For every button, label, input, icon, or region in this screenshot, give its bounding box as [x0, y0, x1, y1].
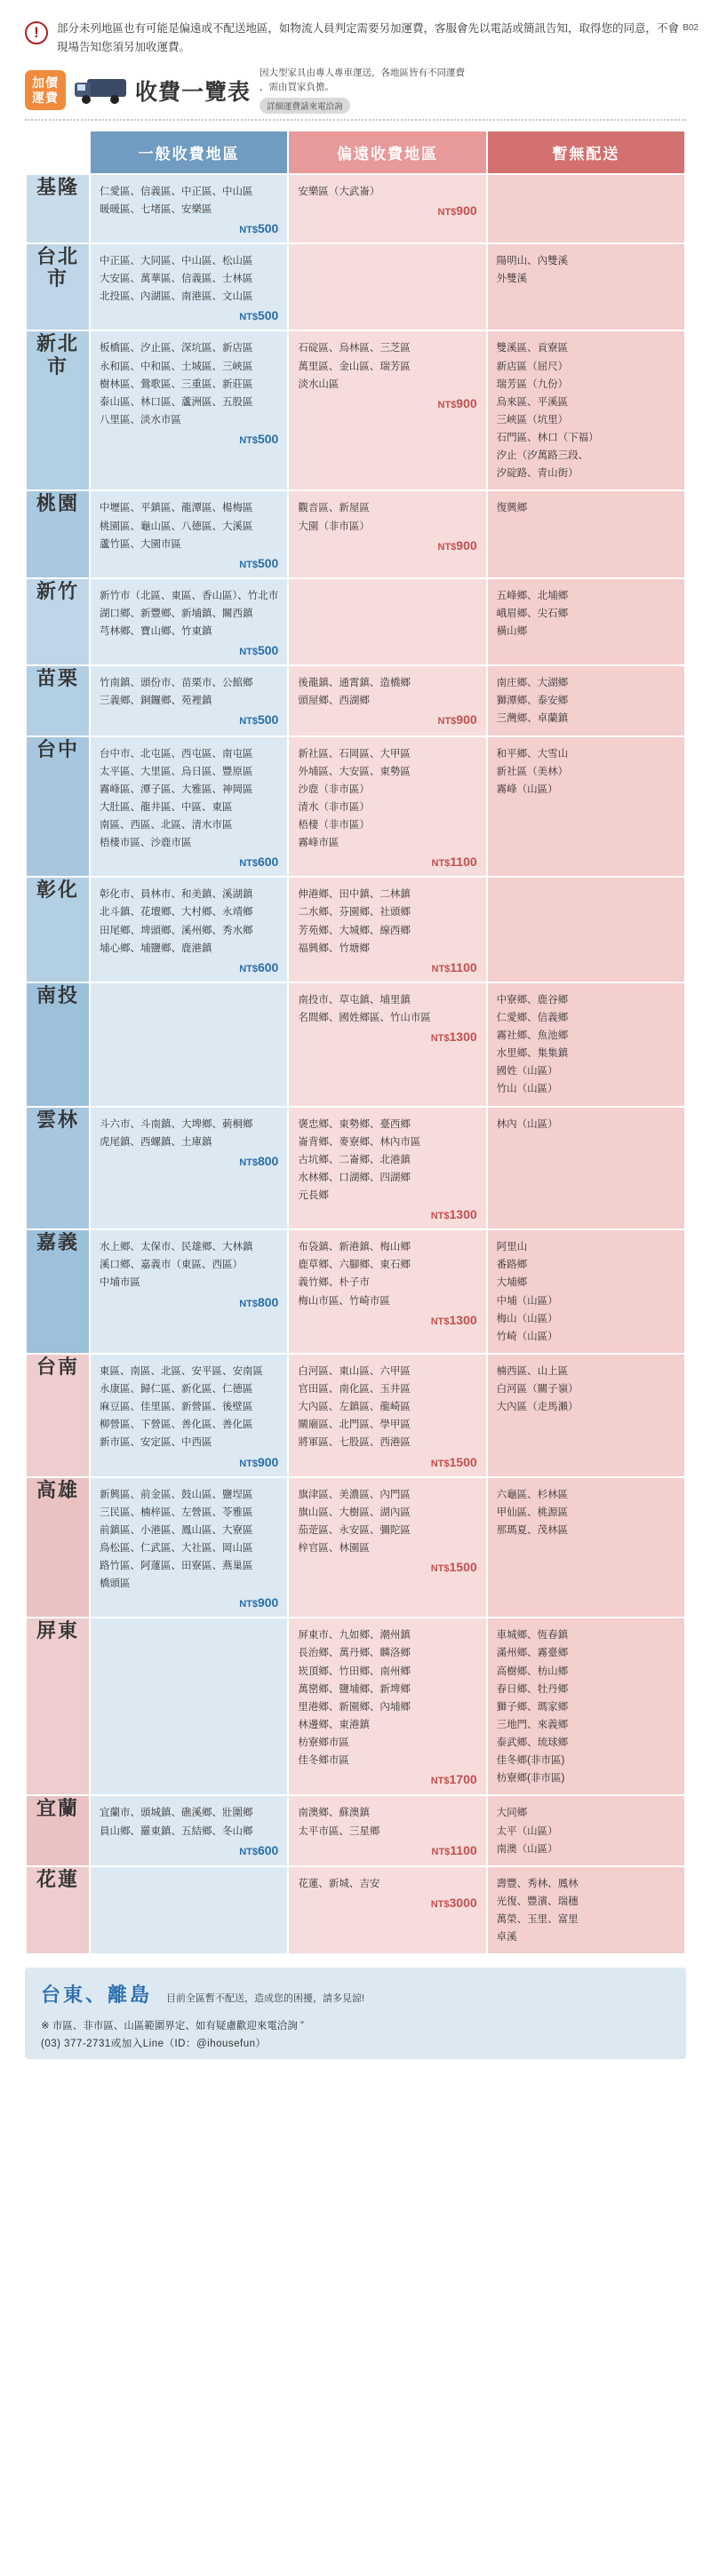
normal-area-cell	[90, 330, 288, 490]
remote-area-cell	[288, 982, 486, 1107]
normal-area-cell-price: NT$900	[239, 1454, 279, 1469]
remote-area-cell-price: NT$1100	[431, 1842, 477, 1857]
footer-inquiry-note: ※ 市區、非市區、山區範圍界定、如有疑慮歡迎來電洽詢 ”	[41, 2021, 304, 2032]
footer-contact: (03) 377-2731或加入Line（ID：@ihousefun）	[41, 2038, 267, 2049]
region-label: 台南	[26, 1354, 90, 1477]
no-delivery-cell	[487, 1229, 685, 1354]
remote-area-cell-areas: 新社區、石岡區、大甲區 外埔區、大安區、東勢區 沙鹿（非市區） 清水（非市區） 梧棲（非市區） 霧峰市區	[298, 748, 411, 849]
table-row	[26, 1618, 685, 1795]
remote-area-cell	[288, 1795, 486, 1865]
no-delivery-cell	[487, 665, 685, 735]
no-delivery-cell-areas: 車城鄉、恆春鎮 滿州鄉、霧臺鄉 高樹鄉、枋山鄉 春日鄉、牡丹鄉 獅子鄉、瑪家鄉 三地門、來義鄉 泰武鄉、琉球鄉 佳冬鄉(非市區) 枋寮鄉(非市區)	[496, 1630, 569, 1785]
normal-area-cell-price: NT$600	[239, 855, 279, 870]
remote-area-cell	[288, 1107, 486, 1230]
remote-area-cell-price: NT$3000	[430, 1895, 477, 1910]
region-label: 嘉義	[26, 1229, 90, 1354]
table-row	[26, 1477, 685, 1618]
table-row	[26, 1795, 685, 1865]
remote-area-cell-price: NT$1100	[431, 959, 477, 974]
region-label: 雲林	[26, 1107, 90, 1230]
no-delivery-cell	[487, 578, 685, 665]
normal-area-cell-areas: 宜蘭市、頭城鎮、礁溪鄉、壯圍鄉 員山鄉、羅東鎮、五結鄉、冬山鄉	[100, 1808, 253, 1837]
remote-area-cell	[288, 330, 486, 490]
table-row	[26, 982, 685, 1107]
surcharge-badge: 加價 運費	[25, 70, 66, 109]
no-delivery-cell	[487, 174, 685, 243]
region-label: 彰化	[26, 877, 90, 982]
table-row	[26, 174, 685, 243]
header-remote-area: 偏遠收費地區	[288, 131, 486, 174]
header-normal-area: 一般收費地區	[90, 131, 288, 174]
region-label: 南投	[26, 982, 90, 1107]
no-delivery-cell	[487, 490, 685, 577]
remote-area-cell-areas: 石碇區、烏林區、三芝區 萬里區、金山區、瑞芳區 淡水山區	[298, 343, 411, 390]
normal-area-cell-areas: 新竹市（北區、東區、香山區）、竹北市 湖口鄉、新豐鄉、新埔鎮、關西鎮 芎林鄉、寶山鄉、竹東鎮	[100, 590, 279, 637]
remote-area-cell	[288, 1477, 486, 1618]
normal-area-cell-price: NT$500	[239, 712, 279, 727]
remote-area-cell-areas: 布袋鎮、新港鎮、梅山鄉 鹿草鄉、六腳鄉、東石鄉 義竹鄉、朴子市 梅山市區、竹崎市區	[298, 1242, 411, 1307]
remote-area-cell-areas: 旗津區、美濃區、內門區 旗山區、大樹區、湖內區 茄萣區、永安區、彌陀區 梓官區、林園區	[298, 1489, 411, 1554]
remote-area-cell-areas: 南澳鄉、蘇澳鎮 太平市區、三星鄉	[298, 1808, 380, 1837]
notice-banner	[25, 20, 686, 56]
remote-area-cell-areas: 觀音區、新屋區 大園（非市區）	[298, 503, 370, 532]
normal-area-cell-areas: 中正區、大同區、中山區、松山區 大安區、萬華區、信義區、士林區 北投區、內湖區、南港區、文山區	[100, 256, 253, 303]
normal-area-cell-price: NT$800	[239, 1294, 279, 1309]
no-delivery-cell-areas: 復興鄉	[496, 503, 528, 514]
region-label: 苗栗	[26, 665, 90, 735]
table-row	[26, 665, 685, 735]
normal-area-cell	[90, 1229, 288, 1354]
remote-area-cell-price: NT$1500	[430, 1560, 477, 1574]
remote-area-cell-areas: 屏東市、九如鄉、潮州鎮 長治鄉、萬丹鄉、麟洛鄉 崁頂鄉、竹田鄉、南州鄉 萬巒鄉、鹽埔鄉、新埤鄉 里港鄉、新園鄉、內埔鄉 林邊鄉、東港鎮 枋寮鄉市區 佳冬鄉市區	[298, 1630, 411, 1767]
table-row	[26, 1107, 685, 1230]
normal-area-cell-areas: 東區、南區、北區、安平區、安南區 永康區、歸仁區、新化區、仁德區 麻豆區、佳里區、新營區、後壁區 柳營區、下營區、善化區、善化區 新市區、安定區、中西區	[100, 1365, 263, 1449]
footer-box	[25, 1968, 686, 2059]
normal-area-cell-areas: 台中市、北屯區、西屯區、南屯區 太平區、大里區、烏日區、豐原區 霧峰區、潭子區、大雅區、神岡區 大肚區、龍井區、中區、東區 南區、西區、北區、清水市區 梧棲市區、沙鹿市區	[100, 748, 253, 849]
normal-area-cell	[90, 490, 288, 577]
normal-area-cell	[90, 1866, 288, 1955]
region-label: 台中	[26, 736, 90, 878]
region-label: 桃園	[26, 490, 90, 577]
remote-area-cell	[288, 490, 486, 577]
banner-title: 收費一覽表	[135, 79, 252, 105]
remote-area-cell-areas: 後龍鎮、通霄鎮、造橋鄉 頭屋鄉、西湖鄉	[298, 678, 411, 707]
no-delivery-cell-areas: 雙溪區、貢寮區 新店區（屈尺） 瑞芳區（九份） 烏來區、平溪區 三峽區（坑里） 石門區、林口（下福） 汐止（汐萬路三段、 汐碇路、青山街）	[496, 343, 599, 480]
normal-area-cell	[90, 1477, 288, 1618]
normal-area-cell	[90, 877, 288, 982]
remote-area-cell-price: NT$1500	[430, 1454, 477, 1469]
normal-area-cell-areas: 板橋區、汐止區、深坑區、新店區 永和區、中和區、土城區、三峽區 樹林區、鶯歌區、三重區、新莊區 泰山區、林口區、蘆洲區、五股區 八里區、淡水市區	[100, 343, 253, 425]
fee-table-page	[0, 20, 711, 2077]
normal-area-cell-price: NT$500	[239, 555, 279, 570]
normal-area-cell-areas: 仁愛區、信義區、中正區、中山區 暖暖區、七堵區、安樂區	[100, 186, 253, 215]
no-delivery-cell-areas: 大同鄉 太平（山區） 南澳（山區）	[496, 1808, 558, 1855]
remote-area-cell	[288, 665, 486, 735]
no-delivery-cell	[487, 1107, 685, 1230]
no-delivery-cell-areas: 五峰鄉、北埔鄉 峨眉鄉、尖石鄉 橫山鄉	[496, 590, 569, 637]
no-delivery-cell	[487, 877, 685, 982]
header-no-delivery: 暫無配送	[487, 131, 685, 174]
remote-area-cell	[288, 877, 486, 982]
region-label: 新竹	[26, 578, 90, 665]
remote-area-cell-price: NT$900	[437, 395, 477, 410]
normal-area-cell-price: NT$500	[239, 432, 279, 446]
remote-area-cell-areas: 安樂區（大武崙）	[298, 186, 380, 197]
remote-area-cell	[288, 1229, 486, 1354]
table-row	[26, 877, 685, 982]
no-delivery-cell-areas: 陽明山、內雙溪 外雙溪	[496, 256, 569, 285]
remote-area-cell	[288, 1866, 486, 1955]
no-delivery-cell	[487, 243, 685, 330]
normal-area-cell	[90, 1354, 288, 1477]
normal-area-cell-areas: 水上鄉、太保市、民雄鄉、大林鎮 溪口鄉、嘉義市（東區、西區） 中埔市區	[100, 1242, 253, 1289]
no-delivery-cell	[487, 1866, 685, 1955]
footer-title: 台東、離島	[41, 1984, 153, 2007]
remote-area-cell-price: NT$900	[437, 712, 477, 727]
no-delivery-cell-areas: 中寮鄉、鹿谷鄉 仁愛鄉、信義鄉 霧社鄉、魚池鄉 水里鄉、集集鎮 國姓（山區） 竹山（山區）	[496, 994, 569, 1095]
normal-area-cell	[90, 1618, 288, 1795]
region-label: 高雄	[26, 1477, 90, 1618]
table-row	[26, 1866, 685, 1955]
truck-icon	[75, 76, 126, 106]
normal-area-cell-price: NT$600	[239, 1842, 279, 1857]
normal-area-cell-price: NT$500	[239, 308, 279, 323]
region-label: 台北市	[26, 243, 90, 330]
remote-area-cell-price: NT$900	[437, 537, 477, 553]
region-label: 屏東	[26, 1618, 90, 1795]
no-delivery-cell-areas: 六龜區、杉林區 甲仙區、桃源區 那瑪夏、茂林區	[496, 1489, 569, 1536]
table-header-row	[26, 131, 685, 174]
divider	[25, 119, 686, 121]
table-row	[26, 578, 685, 665]
remote-area-cell-price: NT$1700	[430, 1772, 477, 1787]
table-row	[26, 1229, 685, 1354]
remote-area-cell-areas: 花蓮、新城、吉安	[298, 1878, 380, 1889]
exclamation-icon: !	[25, 21, 48, 44]
header-blank	[26, 131, 90, 174]
normal-area-cell	[90, 736, 288, 878]
remote-area-cell	[288, 578, 486, 665]
normal-area-cell-areas: 彰化市、員林市、和美鎮、溪湖鎮 北斗鎮、花壇鄉、大村鄉、永靖鄉 田尾鄉、埤頭鄉、溪州鄉、秀水鄉 埔心鄉、埔鹽鄉、鹿港鎮	[100, 889, 253, 954]
remote-area-cell-price: NT$1300	[430, 1030, 477, 1044]
table-row	[26, 1354, 685, 1477]
normal-area-cell	[90, 982, 288, 1107]
no-delivery-cell-areas: 林內（山區）	[496, 1118, 558, 1130]
normal-area-cell	[90, 243, 288, 330]
region-label: 花蓮	[26, 1866, 90, 1955]
region-label: 新北市	[26, 330, 90, 490]
contact-pill[interactable]: 詳細運費請來電洽詢	[260, 98, 350, 114]
table-row	[26, 330, 685, 490]
no-delivery-cell-areas: 和平鄉、大雪山 新社區（美林） 霧峰（山區）	[496, 748, 569, 795]
notice-text: 部分未列地區也有可能是偏遠或不配送地區，如物流人員判定需要另加運費，客服會先以電話或簡訊告知，取得您的同意，不會現場告知您須另加收運費。	[57, 22, 680, 53]
remote-area-cell	[288, 174, 486, 243]
no-delivery-cell-areas: 阿里山 番路鄉 大埔鄉 中埔（山區） 梅山（山區） 竹崎（山區）	[496, 1242, 558, 1342]
normal-area-cell-areas: 新興區、前金區、鼓山區、鹽埕區 三民區、楠梓區、左營區、苓雅區 前鎮區、小港區、鳳山區、大寮區 鳥松區、仁武區、大社區、岡山區 路竹區、阿蓮區、田寮區、燕巢區 橋頭區	[100, 1489, 253, 1590]
banner-sub-line1: 因大型家具由專人專車運送，各地區皆有不同運費	[260, 68, 466, 79]
remote-area-cell-areas: 白河區、東山區、六甲區 官田區、南化區、玉井區 大內區、左鎮區、龍崎區 關廟區、北門區、學甲區 將軍區、七股區、西港區	[298, 1365, 411, 1449]
normal-area-cell-areas: 中壢區、平鎮區、龍潭區、楊梅區 桃園區、龜山區、八德區、大溪區 蘆竹區、大園市區	[100, 503, 253, 550]
remote-area-cell	[288, 1354, 486, 1477]
no-delivery-cell	[487, 1477, 685, 1618]
remote-area-cell-areas: 南投市、草屯鎮、埔里鎮 名間鄉、國姓鄉區、竹山市區	[298, 994, 431, 1023]
remote-area-cell	[288, 736, 486, 878]
no-delivery-cell	[487, 736, 685, 878]
table-row	[26, 243, 685, 330]
normal-area-cell	[90, 1795, 288, 1865]
table-row	[26, 490, 685, 577]
banner-sub-line2: ，需由買家負擔。	[260, 82, 335, 92]
page-code: B02	[683, 23, 699, 33]
no-delivery-cell	[487, 982, 685, 1107]
normal-area-cell	[90, 174, 288, 243]
remote-area-cell-price: NT$1100	[431, 855, 477, 870]
normal-area-cell-areas: 竹南鎮、頭份市、苗栗市、公館鄉 三義鄉、銅鑼鄉、苑裡鎮	[100, 678, 253, 707]
table-row	[26, 736, 685, 878]
normal-area-cell	[90, 578, 288, 665]
remote-area-cell-areas: 褒忠鄉、東勢鄉、臺西鄉 崙背鄉、麥寮鄉、林內市區 古坑鄉、二崙鄉、北港鎮 水林鄉、口湖鄉、四湖鄉 元長鄉	[298, 1118, 421, 1201]
region-label: 宜蘭	[26, 1795, 90, 1865]
no-delivery-cell-areas: 南庄鄉、大湖鄉 獅潭鄉、泰安鄉 三灣鄉、卓蘭鎮	[496, 678, 569, 725]
remote-area-cell-price: NT$900	[437, 203, 477, 218]
remote-area-cell	[288, 1618, 486, 1795]
normal-area-cell-price: NT$500	[239, 221, 279, 235]
normal-area-cell	[90, 665, 288, 735]
normal-area-cell-price: NT$500	[239, 643, 279, 658]
normal-area-cell-price: NT$600	[239, 959, 279, 974]
fee-table	[25, 130, 686, 1956]
no-delivery-cell-areas: 楠西區、山上區 白河區（關子嶺） 大內區（走馬瀨）	[496, 1365, 579, 1413]
fee-banner	[25, 67, 686, 114]
remote-area-cell-price: NT$1300	[430, 1312, 477, 1327]
no-delivery-cell-areas: 壽豐、秀林、鳳林 光復、豐濱、瑞穗 萬榮、玉里、富里 卓溪	[496, 1878, 579, 1944]
footer-note: 目前全區暫不配送，造成您的困擾，請多見諒!	[166, 1993, 365, 2005]
remote-area-cell	[288, 243, 486, 330]
no-delivery-cell	[487, 1618, 685, 1795]
normal-area-cell-price: NT$800	[239, 1153, 279, 1168]
no-delivery-cell	[487, 330, 685, 490]
remote-area-cell-areas: 伸港鄉、田中鎮、二林鎮 二水鄉、芬園鄉、社頭鄉 芳苑鄉、大城鄉、線西鄉 福興鄉、竹塘鄉	[298, 889, 411, 954]
remote-area-cell-price: NT$1300	[430, 1207, 477, 1222]
normal-area-cell-price: NT$900	[239, 1595, 279, 1610]
no-delivery-cell	[487, 1354, 685, 1477]
region-label: 基隆	[26, 174, 90, 243]
no-delivery-cell	[487, 1795, 685, 1865]
normal-area-cell-areas: 斗六市、斗南鎮、大埤鄉、莿桐鄉 虎尾鎮、西螺鎮、土庫鎮	[100, 1118, 253, 1148]
normal-area-cell	[90, 1107, 288, 1230]
